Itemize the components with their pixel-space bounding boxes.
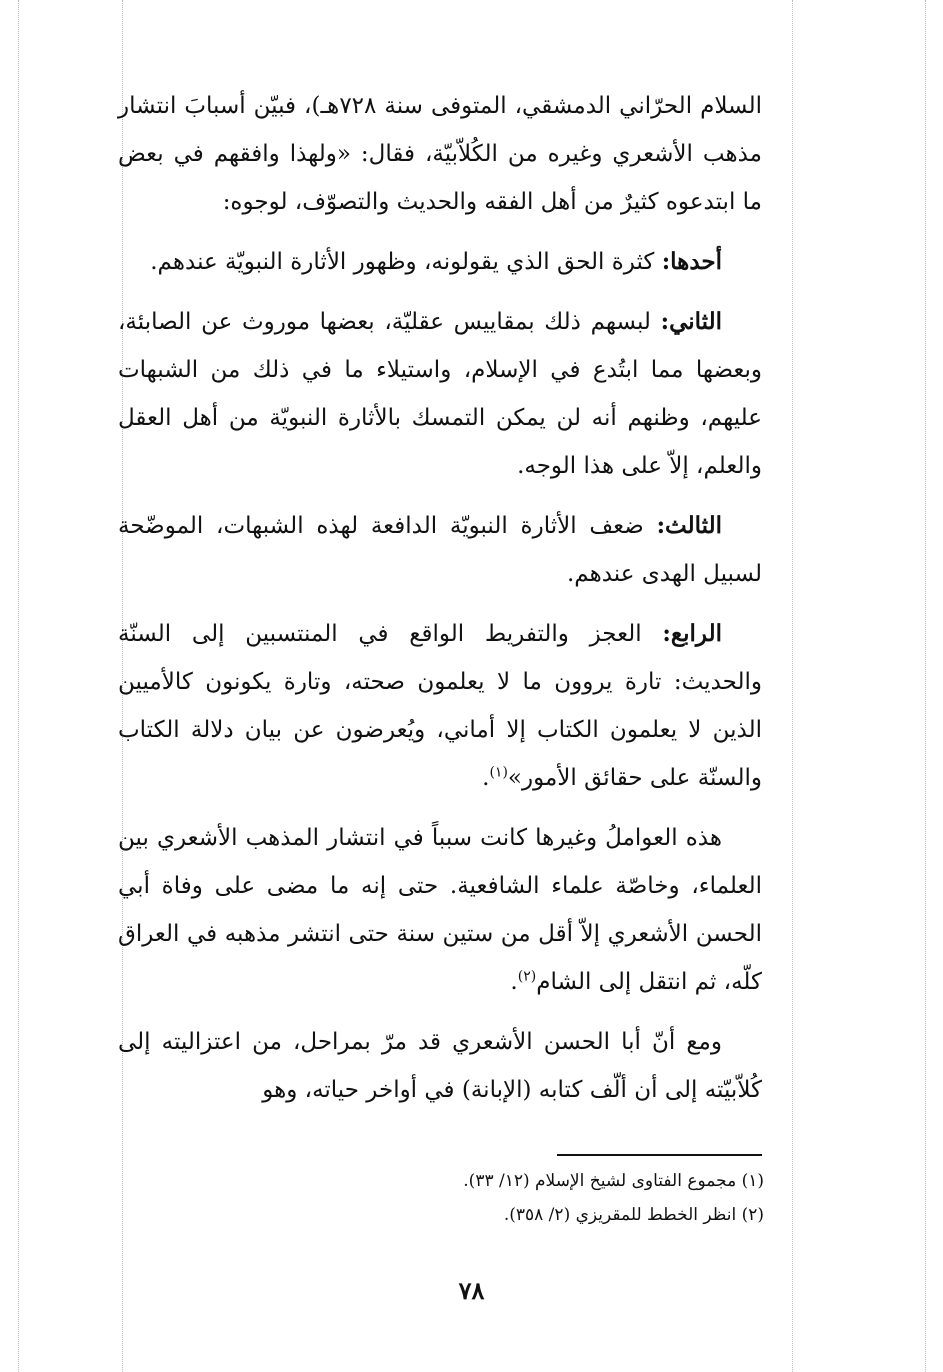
reason-lead: الثاني: — [660, 308, 722, 335]
spread-text: هذه العواملُ وغيرها كانت سبباً في انتشار المذهب الأشعري بين العلماء، وخاصّة علماء الشافعية. حتى إنه ما مضى على وفاة أبي الحسن الأشعري إلاّ أقل من ستين سنة حتى انتشر مذهبه في العراق كلّه، ثم انتقل إلى الشام — [118, 825, 762, 995]
footnote-2: (٢) انظر الخطط للمقريزي (٢/ ٣٥٨). — [503, 1205, 764, 1225]
reason-lead: الرابع: — [662, 620, 722, 647]
page-number: ٧٨ — [458, 1276, 485, 1305]
stages-paragraph: ومع أنّ أبا الحسن الأشعري قد مرّ بمراحل، من اعتزاليته إلى كُلاّبيّته إلى أن ألّف كتابه (الإبانة) في أواخر حياته، وهو — [118, 1029, 762, 1103]
dotted-guide-inner-right — [792, 0, 793, 1372]
footnote-ref-2[interactable]: (٢) — [517, 968, 537, 985]
sentence-end: . — [482, 765, 490, 791]
footnote-1: (١) مجموع الفتاوى لشيخ الإسلام (١٢/ ٣٣). — [463, 1171, 764, 1191]
reason-text: كثرة الحق الذي يقولونه، وظهور الأثارة النبويّة عندهم. — [150, 249, 662, 275]
footnote-separator — [557, 1154, 762, 1156]
reason-second — [118, 298, 762, 490]
footnotes — [118, 1164, 764, 1232]
spread-paragraph — [118, 814, 762, 1006]
reason-text: ضعف الأثارة النبويّة الدافعة لهذه الشبهات، الموضّحة لسبيل الهدى عندهم. — [118, 513, 762, 587]
intro-paragraph: السلام الحرّاني الدمشقي، المتوفى سنة ٧٢٨هـ)، فبيّن أسبابَ انتشار مذهب الأشعري وغيره من الكُلاّبيّة، فقال: «ولهذا وافقهم في بعض ما ابتدعوه كثيرٌ من أهل الفقه والحديث والتصوّف، لوجوه: — [118, 93, 762, 215]
reason-third — [118, 502, 762, 598]
sentence-end: . — [510, 969, 518, 995]
reason-text: العجز والتفريط الواقع في المنتسبين إلى السنّة والحديث: تارة يروون ما لا يعلمون صحته، وتارة يكونون كالأميين الذين لا يعلمون الكتاب إلا أماني، ويُعرضون عن بيان دلالة الكتاب والسنّة على حقائق الأمور» — [118, 621, 762, 791]
reason-text: لبسهم ذلك بمقاييس عقليّة، بعضها موروث عن الصابئة، وبعضها مما ابتُدع في الإسلام، واستيلاء ما في ذلك من الشبهات عليهم، وظنهم أنه لن يمكن التمسك بالأثارة النبويّة من أهل العقل والعلم، إلاّ على هذا الوجه. — [118, 309, 762, 479]
dotted-guide-right — [925, 0, 926, 1372]
reason-fourth — [118, 610, 762, 802]
body-text — [118, 82, 762, 1126]
reason-lead: الثالث: — [656, 512, 722, 539]
footnote-ref-1[interactable]: (١) — [489, 764, 508, 781]
reason-lead: أحدها: — [661, 248, 722, 275]
reason-first — [118, 238, 762, 286]
dotted-guide-left — [18, 0, 19, 1372]
